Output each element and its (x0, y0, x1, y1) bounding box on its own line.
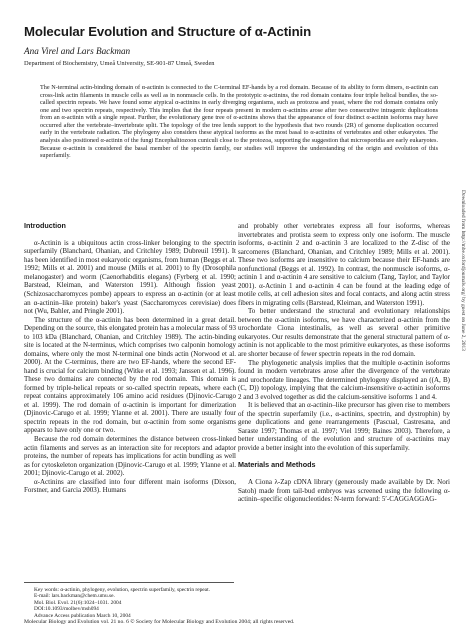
email-line: E-mail: lars.backman@chem.umu.se. (34, 593, 115, 600)
paper-title: Molecular Evolution and Structure of α-Actinin (24, 24, 312, 39)
intro-paragraph-5: and probably other vertebrates express all four isoforms, whereas invertebrates and protista seem to express only one isoform. The muscle isoforms, α-actinin 2 and α-actinin 3 are localized to the Z-disc of the sarcomeres (Blanchard, Ohanian, and Critchley 1989; Mills et al. 2001). These two isoforms are insensitive to calcium because their EF-hands are nonfunctional (Beggs et al. 1992). In contrast, the nonmuscle isoforms, α-actinin 1 and α-actinin 4 are sensitive to calcium (Tang, Taylor, and Taylor 2001). α-Actinin 1 and α-actinin 4 can be found at the leading edge of motile cells, at cell adhesion sites and focal contacts, and along actin stress fibers in migrating cells (Barstead, Kleiman, and Waterston 1991). (238, 222, 450, 307)
paper-affiliation: Department of Biochemistry, Umeå University, SE-901-87 Umeå, Sweden (24, 60, 215, 67)
intro-paragraph-2: The structure of the α-actinin has been determined in a great detail. Depending on the source, this elongated protein has a molecular mass of 93 to 103 kDa (Blanchard, Ohanian, and Critchley 1989). The actin-binding site is located at the N-terminus, which comprises two calponin homology domains, where only the most N-terminal one binds actin (Norwood et al. 2000). At the C-terminus, there are two EF-hands, where the second EF-hand is crucial for calcium binding (Witke et al. 1993; Janssen et al. 1996). These two domains are connected by the rod domain. This domain is formed by triple-helical repeats or so-called spectrin repeats, where each repeat contains approximately 106 amino acid residues (Djinovic-Carugo et al. 1999). The rod domain of α-actinin is important for dimerization (Djinovic-Carugo et al. 1999; Ylanne et al. 2001). There are usually four spectrin repeats in the rod domain, but α-actinin from some organisms appears to have only one or two. (24, 315, 236, 435)
methods-heading: Materials and Methods (238, 460, 316, 470)
intro-paragraph-8: It is believed that an α-actinin–like precursor has given rise to members of the spectrin superfamily (i.e., α-actinins, spectrin, and dystrophin) by gene duplications and gene rearrangements (Pascual, Castresana, and Saraste 1997; Thomas et al. 1997; Viel 1999; Baines 2003). Therefore, a better understanding of the evolution and structure of α-actinins may provide a better insight into the evolution of this superfamily. (238, 401, 450, 452)
right-column (238, 222, 450, 504)
methods-paragraph-1: A Ciona λ-Zap cDNA library (generously made available by Dr. Nori Satoh) made from tail-bud embryos was screened using the following α-actinin–specific oligonucleotides: N-term forward: 5′-CAGGAGGAG- (238, 478, 450, 504)
introduction-heading: Introduction (24, 221, 66, 230)
intro-paragraph-7: The phylogenetic analysis implies that the multiple α-actinin isoforms found in modern vertebrates arose after the divergence of the vertebrate and urochordate lineages. The determined phylogeny displayed an ((A, B) (C, D)) topology, implying that the calcium-insensitive α-actinin isoforms 2 and 3 evolved together as did the calcium-sensitive isoforms 1 and 4. (238, 358, 450, 401)
journal-footer: Molecular Biology and Evolution vol. 21 no. 6 © Society for Molecular Biology and Evolution 2004; all rights reserved. (24, 619, 295, 625)
keywords-line: Key words: α-actinin, phylogeny, evolution, spectrin superfamily, spectrin repeat. (34, 587, 210, 593)
advance-access-line: Advance Access publication March 10, 2004 (34, 612, 131, 619)
intro-paragraph-3: Because the rod domain determines the distance between cross-linked actin filaments and serves as an interaction site for receptors and adaptor proteins, the number of repeats has implications for actin bundling as well as for cytoskeleton organization (Djinovic-Carugo et al. 1999; Ylanne et al. 2001; Djinovic-Carugo et al. 2002). (24, 435, 236, 478)
footnotes (24, 582, 234, 619)
download-sidebar (458, 190, 468, 580)
paper-authors: Ana Virel and Lars Backman (24, 46, 131, 56)
intro-paragraph-4: α-Actinins are classified into four different main isoforms (Dixson, Forstner, and Garcia 2003). Humans (24, 477, 236, 495)
intro-paragraph-1: α-Actinin is a ubiquitous actin cross-linker belonging to the spectrin superfamily (Blanchard, Ohanian, and Critchley 1989; Dubreuil 1991). It has been identified in most eukaryotic organisms, from human (Beggs et al. 1992; Mills et al. 2001) and mouse (Mills et al. 2001) to fly (Drosophila melanogaster) and worm (Caenorhabditis elegans) (Fyrberg et al. 1990; Barstead, Kleiman, and Waterston 1991). Although fission yeast (Schizosaccharomyces pombe) appears to express an α-actinin (or at least an α-actinin–like protein) baker's yeast (Saccharomyces cerevisiae) does not (Wu, Bahler, and Pringle 2001). (24, 238, 236, 316)
paper-abstract: The N-terminal actin-binding domain of α-actinin is connected to the C-terminal EF-hands by a rod domain. Because of its ability to form dimers, α-actinin can cross-link actin filaments in muscle cells as well as in nonmuscle cells. In the prototypic α-actinins, the rod domain contains four triple helical bundles, the so-called spectrin repeats. We have found some atypical α-actinins in early diverging organisms, such as protozoa and yeast, where the rod domain contains only one and two spectrin repeats, respectively. This implies that the four repeats present in modern α-actinins arose after two consecutive intragenic duplications from an α-actinin with a single repeat. Further, the evolutionary gene tree of α-actinins shows that the appearance of four distinct α-actinin isoforms may have occurred after the vertebrate–invertebrate split. The topology of the tree lends support to the hypothesis that two rounds (2R) of genome duplication occurred early in the vertebrate radiation. The phylogeny also considers these atypical isoforms as the most basal to α-actinins of vertebrates and other eukaryotes. The analysis also positioned α-actinin of the fungi Encephalitozoon cuniculi close to the protozoa, supporting the suggestion that microsporidia are early eukaryotes. Because α-actinin is considered the basal member of the spectrin family, our studies will improve the understanding of the origin and evolution of this superfamily. (40, 84, 438, 160)
doi-line: DOI:10.1093/molbev/msh094 (34, 606, 99, 613)
citation-line: Mol. Biol. Evol. 21(6):1024–1031. 2004 (34, 599, 122, 606)
left-column (24, 222, 236, 495)
intro-paragraph-6: To better understand the structural and evolutionary relationships between the α-actinin isoforms, we have characterized α-actinin from the urochordate Ciona intestinalis, as well as several other primitive eukaryotes. Our results demonstrate that the general structural pattern of α-actinin is not applicable to the most primitive eukaryotes, as these isoforms are shorter because of fewer spectrin repeats in the rod domain. (238, 307, 450, 358)
download-notice: Downloaded from http://mbe.oxfordjournals.org/ by guest on June 2, 2013 (460, 190, 466, 351)
